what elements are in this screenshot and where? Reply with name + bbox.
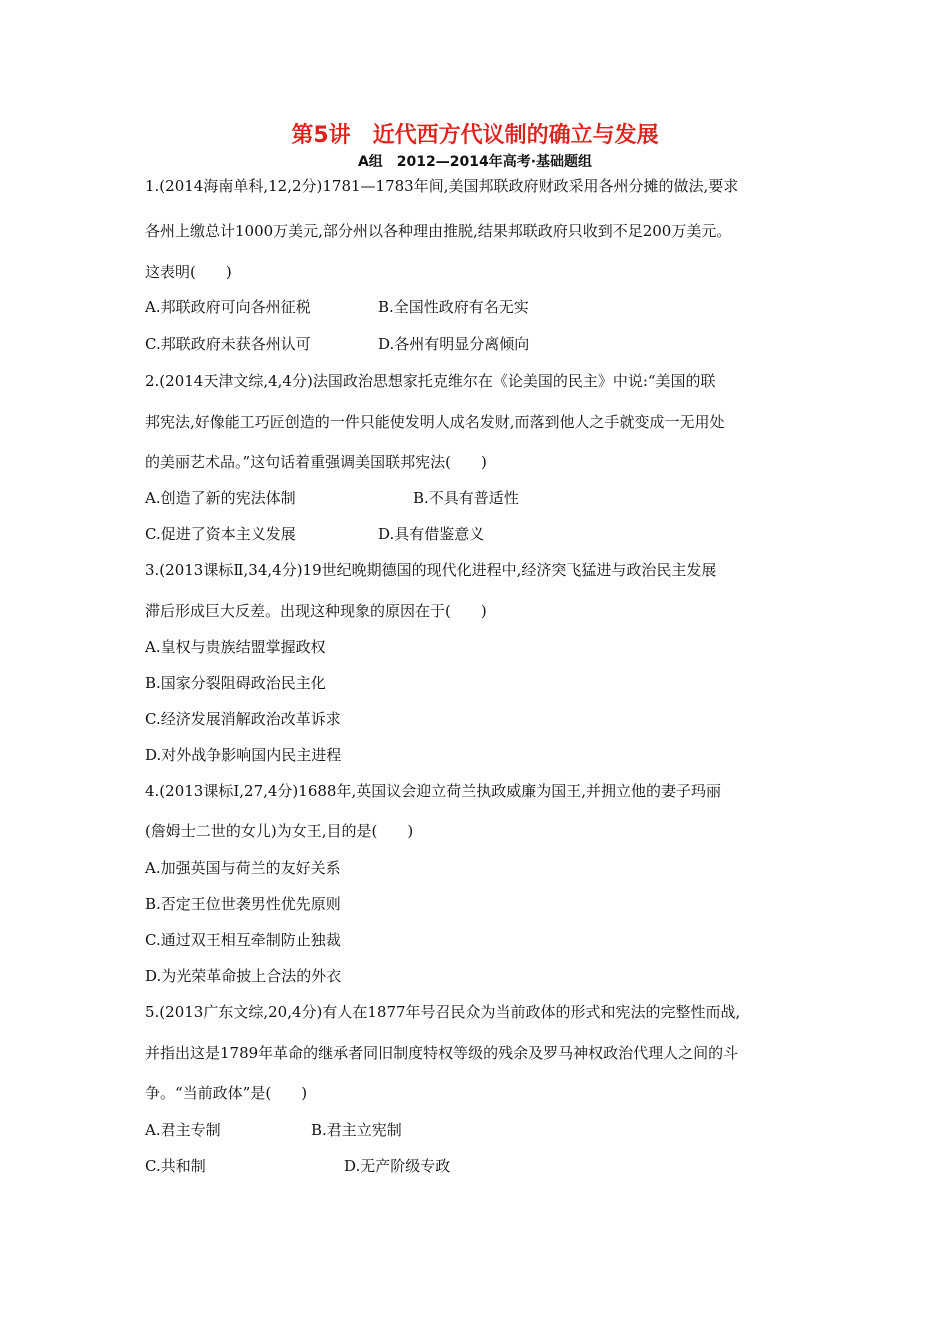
page-title: 第5讲 近代西方代议制的确立与发展	[291, 123, 659, 148]
question-1-stem-line-2: 各州上缴总计1000万美元,部分州以各种理由推脱,结果邦联政府只收到不足200万美元。	[145, 222, 732, 240]
question-2-stem-line-1: 2.(2014天津文综,4,4分)法国政治思想家托克维尔在《论美国的民主》中说:“美国的联	[145, 372, 716, 390]
question-3-option-c: C.经济发展消解政治改革诉求	[145, 710, 341, 728]
question-2-stem-line-3: 的美丽艺术品。”这句话着重强调美国联邦宪法( )	[145, 453, 487, 471]
question-4-option-d: D.为光荣革命披上合法的外衣	[145, 967, 342, 985]
question-4-option-b: B.否定王位世袭男性优先原则	[145, 895, 341, 913]
question-4-option-a: A.加强英国与荷兰的友好关系	[145, 859, 341, 877]
question-1-stem-line-1: 1.(2014海南单科,12,2分)1781—1783年间,美国邦联政府财政采用各州分摊的做法,要求	[145, 177, 739, 195]
question-4-stem-line-2: (詹姆士二世的女儿)为女王,目的是( )	[145, 822, 414, 840]
question-5-stem-line-3: 争。“当前政体”是( )	[145, 1084, 308, 1102]
question-2-option-c: C.促进了资本主义发展	[145, 525, 296, 543]
question-3-stem-line-2: 滞后形成巨大反差。出现这种现象的原因在于( )	[145, 602, 487, 620]
question-1-stem-line-3: 这表明( )	[145, 263, 232, 281]
section-subtitle: A组 2012—2014年高考·基础题组	[357, 154, 593, 170]
question-1-option-b: B.全国性政府有名无实	[378, 298, 529, 316]
question-2-option-d: D.具有借鉴意义	[378, 525, 485, 543]
question-4-stem-line-1: 4.(2013课标Ⅰ,27,4分)1688年,英国议会迎立荷兰执政威廉为国王,并拥立他的妻子玛丽	[145, 782, 721, 800]
question-4-option-c: C.通过双王相互牵制防止独裁	[145, 931, 341, 949]
question-5-option-d: D.无产阶级专政	[344, 1157, 451, 1175]
question-3-option-b: B.国家分裂阻碍政治民主化	[145, 674, 326, 692]
question-1-option-a: A.邦联政府可向各州征税	[145, 298, 311, 316]
question-2-option-b: B.不具有普适性	[413, 489, 519, 507]
question-5-option-b: B.君主立宪制	[311, 1121, 402, 1139]
question-5-option-a: A.君主专制	[145, 1121, 221, 1139]
question-5-stem-line-1: 5.(2013广东文综,20,4分)有人在1877年号召民众为当前政体的形式和宪法的完整性而战,	[145, 1003, 741, 1021]
question-2-option-a: A.创造了新的宪法体制	[145, 489, 296, 507]
question-5-option-c: C.共和制	[145, 1157, 206, 1175]
question-2-stem-line-2: 邦宪法,好像能工巧匠创造的一件只能使发明人成名发财,而落到他人之手就变成一无用处	[145, 413, 725, 431]
question-1-option-c: C.邦联政府未获各州认可	[145, 335, 311, 353]
question-3-stem-line-1: 3.(2013课标Ⅱ,34,4分)19世纪晚期德国的现代化进程中,经济突飞猛进与政治民主发展	[145, 561, 717, 579]
question-3-option-a: A.皇权与贵族结盟掌握政权	[145, 638, 326, 656]
question-3-option-d: D.对外战争影响国内民主进程	[145, 746, 342, 764]
question-5-stem-line-2: 并指出这是1789年革命的继承者同旧制度特权等级的残余及罗马神权政治代理人之间的斗	[145, 1044, 739, 1062]
question-1-option-d: D.各州有明显分离倾向	[378, 335, 530, 353]
